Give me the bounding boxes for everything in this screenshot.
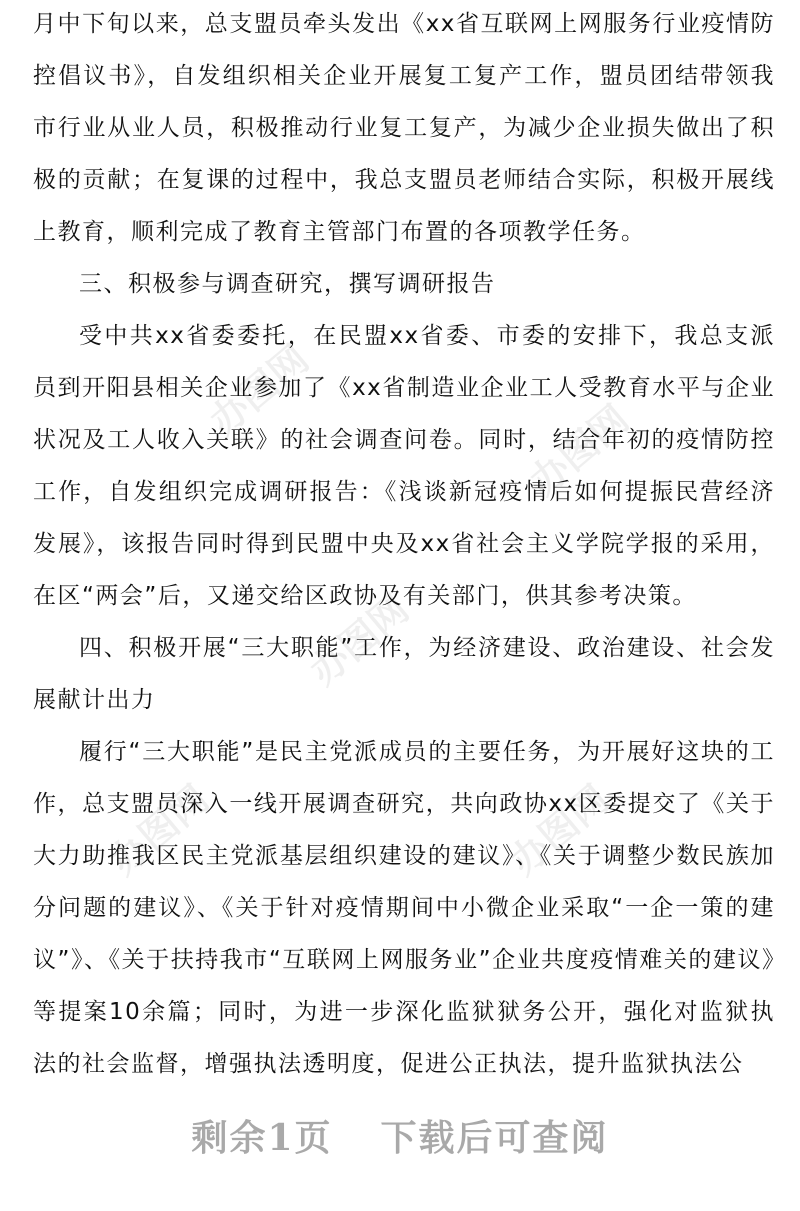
remaining-pages-label: 剩余1页 (191, 1117, 333, 1159)
section-heading-4: 四、积极开展“三大职能”工作，为经济建设、政治建设、社会发展献计出力 (33, 635, 775, 713)
watermark-text: 办图网 (301, 586, 418, 694)
section-heading-3: 三、积极参与调查研究，撰写调研报告 (79, 271, 496, 297)
paragraph-research: 受中共xx省委委托，在民盟xx省委、市委的安排下，我总支派员到开阳县相关企业参加了《xx省制造业企业工人受教育水平与企业状况及工人收入关联》的社会调查问卷。同时，结合年初的疫情防控工作，自发组织完成调研报告：《浅谈新冠疫情后如何提振民营经济发展》，该报告同时得到民盟中央及xx省社会主义学院学报的采用，在区“两会”后，又递交给区政协及有关部门，供其参考决策。 (33, 323, 775, 609)
watermark-text: 办图网 (501, 776, 618, 884)
document-body (33, 0, 775, 1090)
watermark-text: 办图网 (521, 396, 638, 504)
watermark-text: 办图网 (201, 336, 318, 444)
paragraph-continued: 月中下旬以来，总支盟员牵头发出《xx省互联网上网服务行业疫情防控倡议书》，自发组织相关企业开展复工复产工作，盟员团结带领我市行业从业人员，积极推动行业复工复产，为减少企业损失做出了积极的贡献；在复课的过程中，我总支盟员老师结合实际，积极开展线上教育，顺利完成了教育主管部门布置的各项教学任务。 (33, 11, 775, 245)
download-prompt[interactable] (0, 1110, 800, 1161)
watermark-text: 办图网 (101, 776, 218, 884)
download-hint-label: 下载后可查阅 (380, 1117, 609, 1159)
paragraph-functions: 履行“三大职能”是民主党派成员的主要任务，为开展好这块的工作，总支盟员深入一线开展调查研究，共向政协xx区委提交了《关于大力助推我区民主党派基层组织建设的建议》、《关于调整少数民族加分问题的建议》、《关于针对疫情期间中小微企业采取“一企一策的建议”》、《关于扶持我市“互联网上网服务业”企业共度疫情难关的建议》等提案10余篇；同时，为进一步深化监狱狱务公开，强化对监狱执法的社会监督，增强执法透明度，促进公正执法，提升监狱执法公 (33, 739, 775, 1077)
